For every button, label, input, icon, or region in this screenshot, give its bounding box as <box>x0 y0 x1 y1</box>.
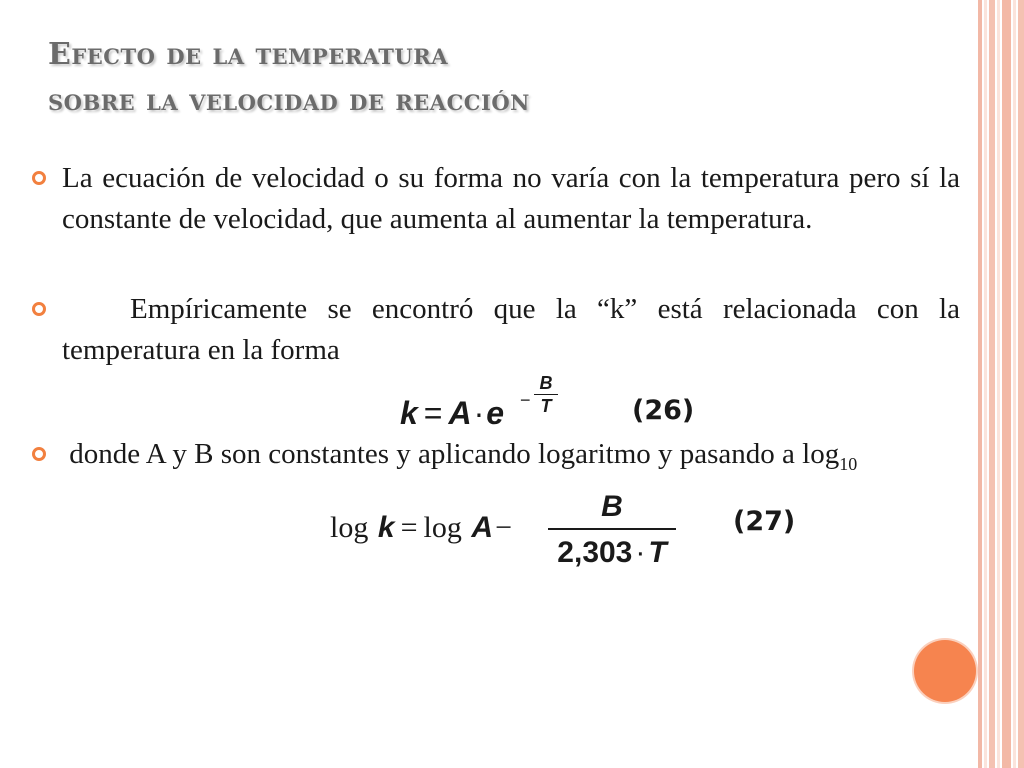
bullet-circle-icon <box>32 171 46 185</box>
eq26-A: A <box>448 395 472 431</box>
eq27-fraction <box>548 488 676 574</box>
bullet-text: Empíricamente se encontró que la “k” está relacionada con la temperatura en la forma <box>62 293 960 366</box>
eq27-den-T: T <box>648 535 667 569</box>
bullet-circle-icon <box>32 302 46 316</box>
eq27-den-dot: · <box>635 535 646 569</box>
eq27-equals: = <box>400 511 418 544</box>
slide-title <box>48 32 948 124</box>
eq26-exp-sign: − <box>520 390 531 410</box>
fraction-bar <box>548 528 676 530</box>
eq27-log-1: log <box>330 511 369 544</box>
equation-26 <box>400 395 504 432</box>
eq27-denominator <box>548 532 676 574</box>
bullet-circle-icon <box>32 447 46 461</box>
decorative-circle-icon <box>914 640 976 702</box>
equation-26-number: (26) <box>632 395 695 426</box>
decorative-stripe <box>989 0 995 768</box>
eq26-equals: = <box>423 395 443 431</box>
eq26-exp-numerator: B <box>539 373 553 393</box>
eq27-minus: − <box>495 511 512 544</box>
eq26-exp-denominator: T <box>540 396 552 416</box>
eq26-e: e <box>486 395 505 431</box>
log-subscript: 10 <box>839 453 858 474</box>
decorative-stripe <box>984 0 987 768</box>
eq27-A: A <box>471 511 494 544</box>
decorative-stripe <box>1018 0 1024 768</box>
eq27-numerator: B <box>601 490 623 523</box>
equation-27-number: (27) <box>733 506 796 537</box>
bullet-item <box>38 289 960 371</box>
slide-title-line-1: Efecto de la temperatura <box>48 37 448 72</box>
decorative-stripe <box>978 0 982 768</box>
eq27-k: k <box>377 511 395 544</box>
bullet-item <box>38 434 960 485</box>
eq26-dot: · <box>473 395 485 431</box>
bullet-item <box>38 158 960 240</box>
eq27-log-2: log <box>423 511 462 544</box>
decorative-stripe <box>1002 0 1011 768</box>
eq27-den-coefficient: 2,303 <box>557 535 633 569</box>
eq26-k: k <box>400 395 418 431</box>
decorative-stripe <box>1013 0 1016 768</box>
decorative-stripe <box>997 0 1000 768</box>
bullet-text: La ecuación de velocidad o su forma no varía con la temperatura pero sí la constante de velocidad, que aumenta al aumentar la temperatura. <box>62 162 960 235</box>
bullet-text: donde A y B son constantes y aplicando logaritmo y pasando a log <box>69 438 840 470</box>
slide-title-line-2: sobre la velocidad de reacción <box>48 83 530 118</box>
